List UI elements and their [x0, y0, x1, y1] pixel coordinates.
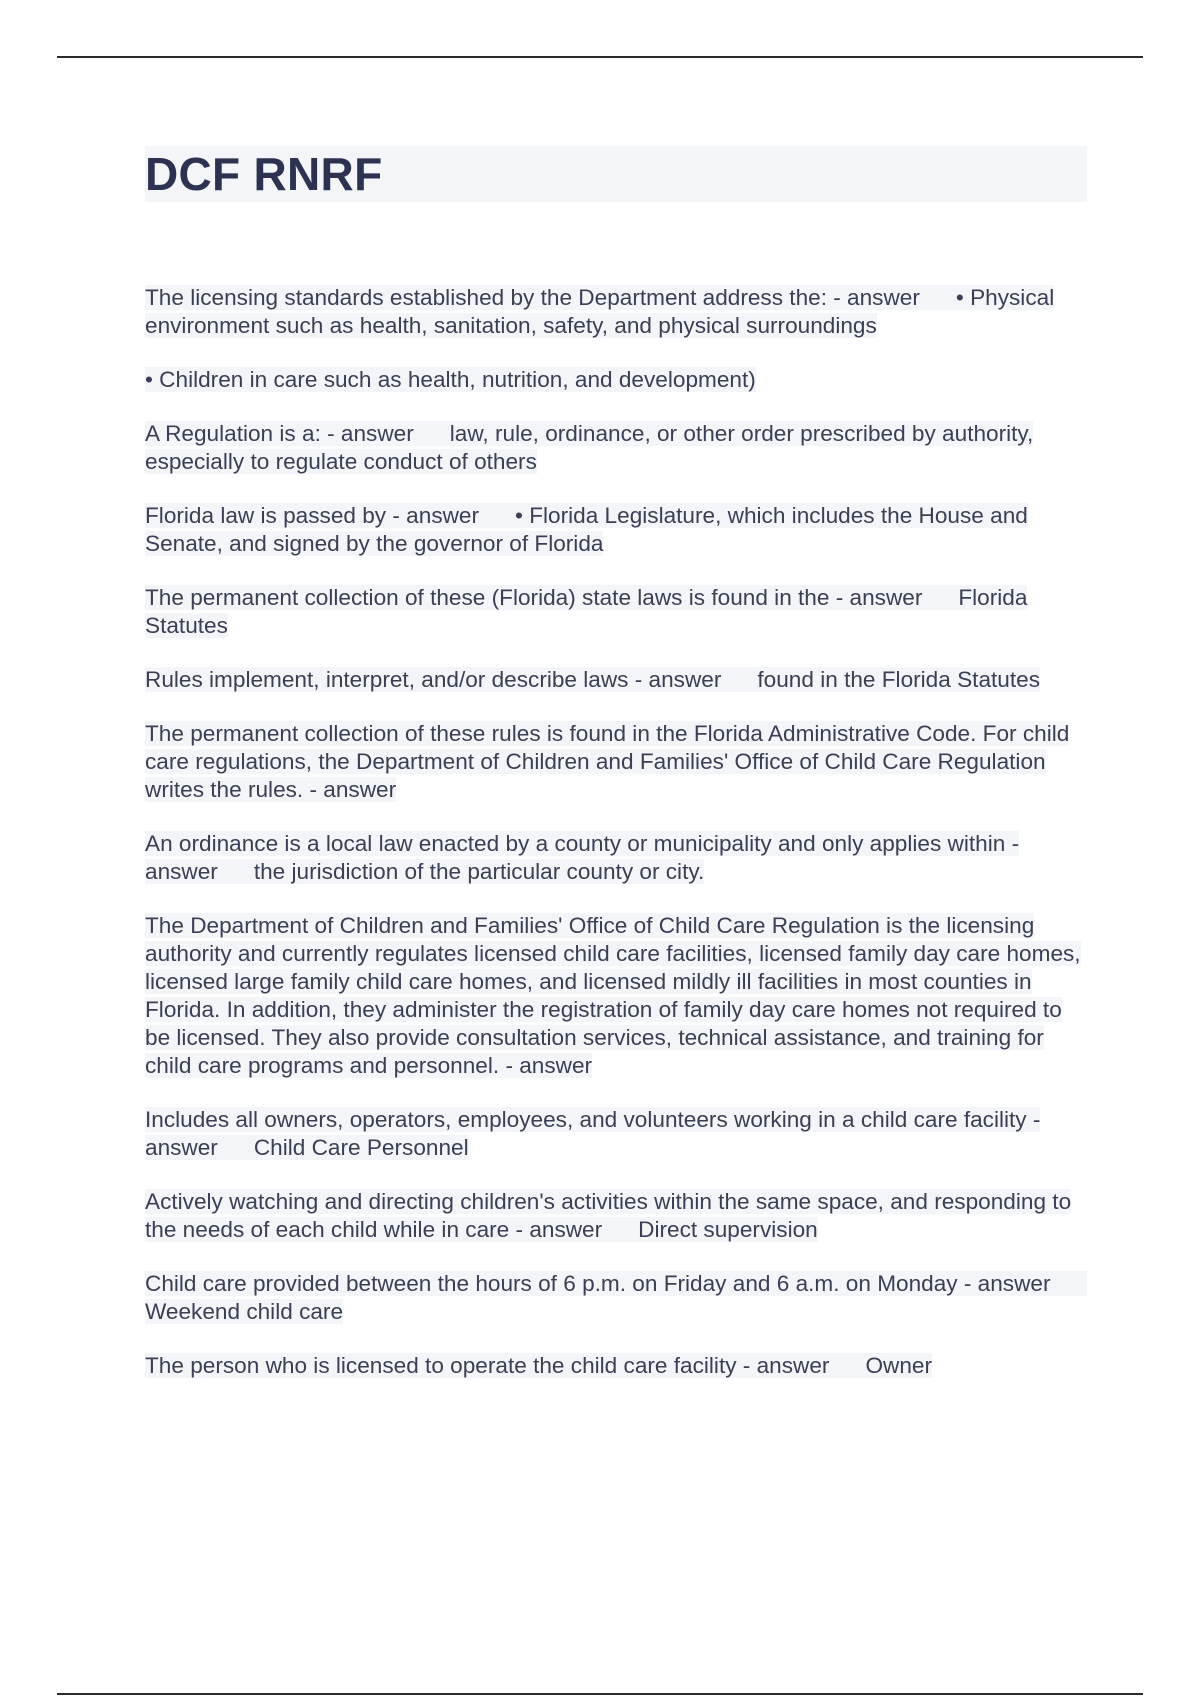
qa-item	[145, 502, 1087, 558]
qa-answer: the jurisdiction of the particular county or city.	[253, 859, 705, 884]
document-title: DCF RNRF	[145, 148, 383, 200]
qa-answer: Child Care Personnel	[253, 1135, 469, 1160]
qa-question: Actively watching and directing children's activities within the same space, and responding to the needs of each child while in care - answer	[145, 1189, 1072, 1242]
qa-question: Florida law is passed by - answer	[145, 503, 480, 528]
qa-answer: Owner	[865, 1353, 932, 1378]
qa-item	[145, 366, 1087, 394]
qa-question: Child care provided between the hours of 6 p.m. on Friday and 6 a.m. on Monday - answer	[145, 1271, 1051, 1296]
qa-item	[145, 1352, 1087, 1380]
bottom-rule	[57, 1693, 1143, 1695]
qa-answer: Direct supervision	[638, 1217, 818, 1242]
qa-question: A Regulation is a: - answer	[145, 421, 414, 446]
qa-answer: law, rule, ordinance, or other order prescribed by authority, especially to regulate conduct of others	[145, 421, 1034, 474]
qa-question: An ordinance is a local law enacted by a county or municipality and only applies within - answer	[145, 831, 1020, 884]
qa-item	[145, 830, 1087, 886]
qa-question: The person who is licensed to operate the child care facility - answer	[145, 1353, 830, 1378]
qa-item	[145, 912, 1087, 1080]
qa-list	[145, 284, 1087, 1406]
qa-question: The permanent collection of these rules is found in the Florida Administrative Code. For child care regulations, the Department of Children and Families' Office of Child Care Regulation writes the rules. - answer	[145, 721, 1070, 802]
qa-question: • Children in care such as health, nutrition, and development)	[145, 367, 756, 392]
qa-answer: Weekend child care	[145, 1299, 344, 1324]
qa-answer: • Physical environment such as health, sanitation, safety, and physical surroundings	[145, 285, 1055, 338]
qa-question: Rules implement, interpret, and/or describe laws - answer	[145, 667, 722, 692]
qa-item	[145, 284, 1087, 340]
qa-item	[145, 1270, 1087, 1326]
qa-question: Includes all owners, operators, employees, and volunteers working in a child care facility - answer	[145, 1107, 1041, 1160]
qa-item	[145, 1188, 1087, 1244]
qa-answer: found in the Florida Statutes	[757, 667, 1040, 692]
qa-item	[145, 1106, 1087, 1162]
qa-item	[145, 720, 1087, 804]
qa-item	[145, 666, 1087, 694]
qa-item	[145, 420, 1087, 476]
qa-question: The permanent collection of these (Florida) state laws is found in the - answer	[145, 585, 923, 610]
qa-answer: • Florida Legislature, which includes the House and Senate, and signed by the governor of Florida	[145, 503, 1028, 556]
qa-question: The Department of Children and Families' Office of Child Care Regulation is the licensing authority and currently regulates licensed child care facilities, licensed family day care homes, licensed large family child care homes, and licensed mildly ill facilities in most counties in Florida. In addition, they administer the registration of family day care homes not required to be licensed. They also provide consultation services, technical assistance, and training for child care programs and personnel. - answer	[145, 913, 1081, 1078]
qa-item	[145, 584, 1087, 640]
top-rule	[57, 56, 1143, 58]
qa-answer: Florida Statutes	[145, 585, 1028, 638]
qa-question: The licensing standards established by the Department address the: - answer	[145, 285, 920, 310]
